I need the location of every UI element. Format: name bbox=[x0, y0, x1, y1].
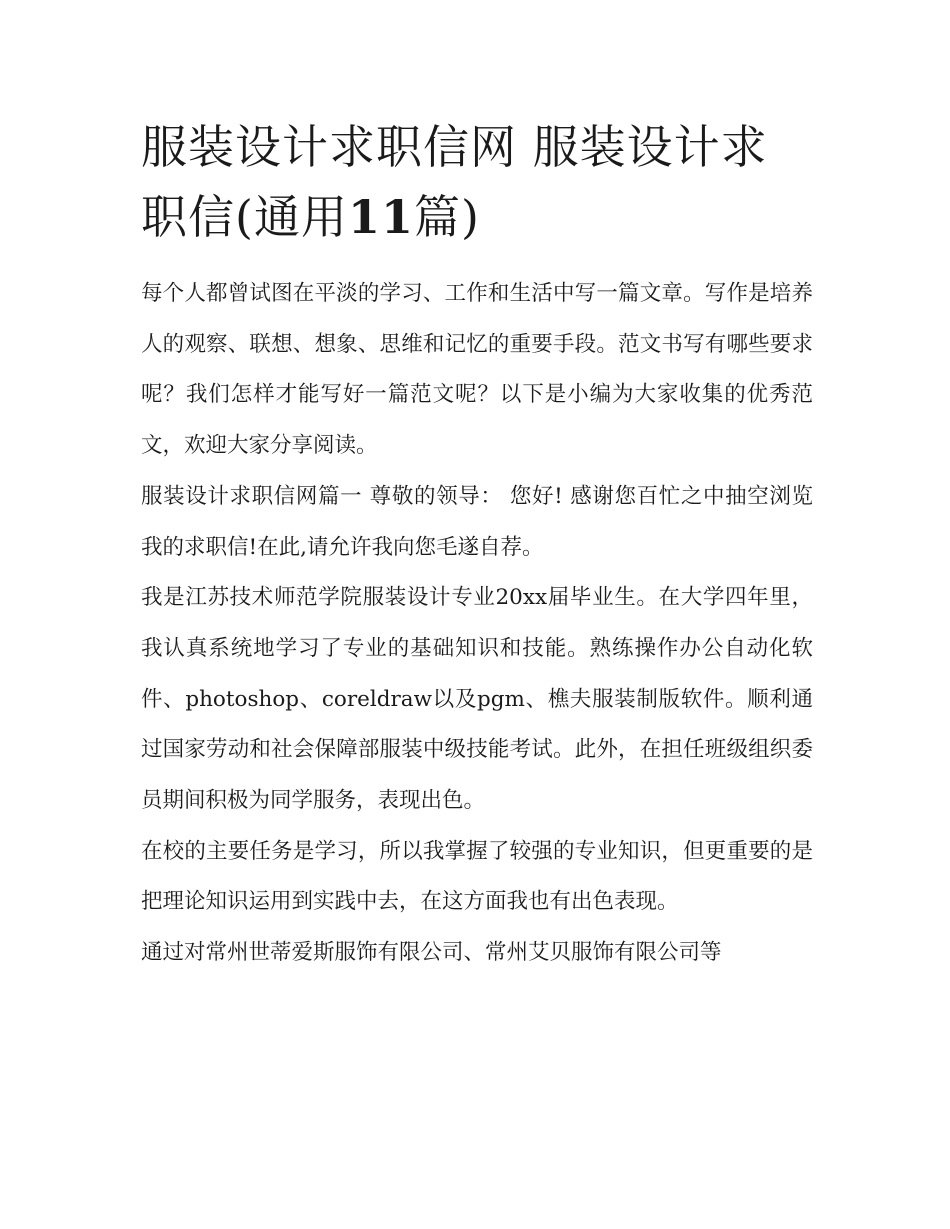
document-title bbox=[141, 112, 813, 252]
study-paragraph: 在校的主要任务是学习，所以我掌握了较强的专业知识，但更重要的是把理论知识运用到实践中去，在这方面我也有出色表现。 bbox=[141, 838, 813, 915]
greeting-paragraph: 服装设计求职信网篇一 尊敬的领导： 您好! 感谢您百忙之中抽空浏览我的求职信!在此,请允许我向您毛遂自荐。 bbox=[141, 483, 813, 560]
document-page bbox=[141, 112, 813, 979]
experience-paragraph: 通过对常州世蒂爱斯服饰有限公司、常州艾贝服饰有限公司等 bbox=[141, 940, 722, 966]
education-paragraph: 我是江苏技术师范学院服装设计专业20xx届毕业生。在大学四年里，我认真系统地学习了专业的基础知识和技能。熟练操作办公自动化软件、photoshop、coreldraw以及pgm、樵夫服装制版软件。顺利通过国家劳动和社会保障部服装中级技能考试。此外，在担任班级组织委员期间积极为同学服务，表现出色。 bbox=[141, 585, 813, 814]
intro-paragraph: 每个人都曾试图在平淡的学习、工作和生活中写一篇文章。写作是培养人的观察、联想、想象、思维和记忆的重要手段。范文书写有哪些要求呢？我们怎样才能写好一篇范文呢？以下是小编为大家收集的优秀范文，欢迎大家分享阅读。 bbox=[141, 281, 813, 459]
document-body bbox=[141, 269, 813, 979]
title-number: 11 bbox=[347, 190, 414, 244]
title-text: 服装设计求职信网 服装设计求职信(通用 bbox=[141, 120, 768, 244]
title-suffix: 篇) bbox=[413, 190, 480, 244]
